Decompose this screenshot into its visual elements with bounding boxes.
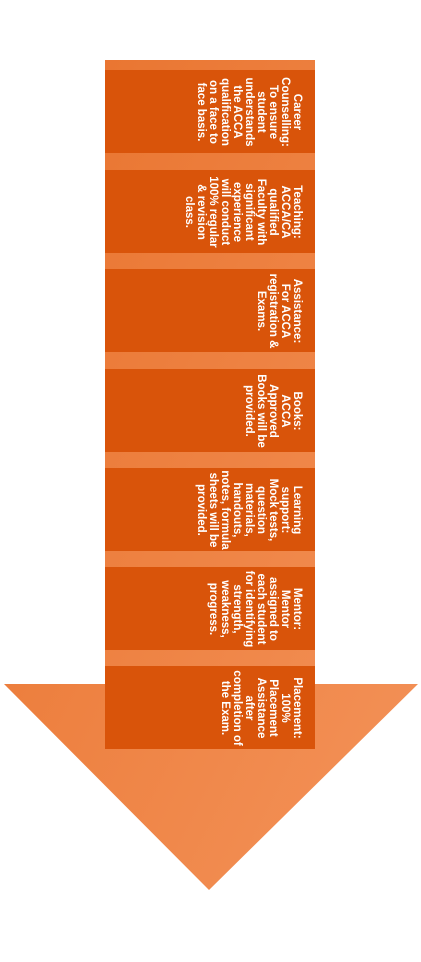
step-title: Teaching: (291, 184, 303, 239)
step-assistance (105, 269, 315, 352)
step-body: To ensure student understands the ACCA qualification on a face to face basis. (195, 76, 279, 146)
step-title: Books: (291, 391, 303, 430)
step-mentor (105, 567, 315, 650)
step-body: ACCA/CA qualified Faculty with significant experience will conduct 100% regular & revision class. (183, 175, 291, 248)
step-body: 100% Placement Assistance after completion of the Exam. (219, 669, 291, 746)
step-title: Assistance: (291, 278, 303, 343)
step-teaching (105, 170, 315, 253)
step-body: For ACCA registration & Exams. (255, 273, 291, 348)
step-learning-support (105, 468, 315, 551)
step-title: Mentor: (291, 587, 303, 630)
step-body: ACCA Approved Books will be provided. (243, 373, 291, 448)
step-title: Learning support: (279, 485, 303, 534)
step-placement (105, 666, 315, 749)
step-books (105, 369, 315, 452)
step-career-counselling (105, 70, 315, 153)
step-title: Career Counselling: (279, 76, 303, 147)
step-body: Mock tests, question materials, handouts, notes, formula sheets will be provided. (195, 469, 279, 550)
step-title: Placement: (291, 676, 303, 739)
step-body: Mentor assigned to each student for identifying strength, weakness, progress. (207, 570, 291, 647)
